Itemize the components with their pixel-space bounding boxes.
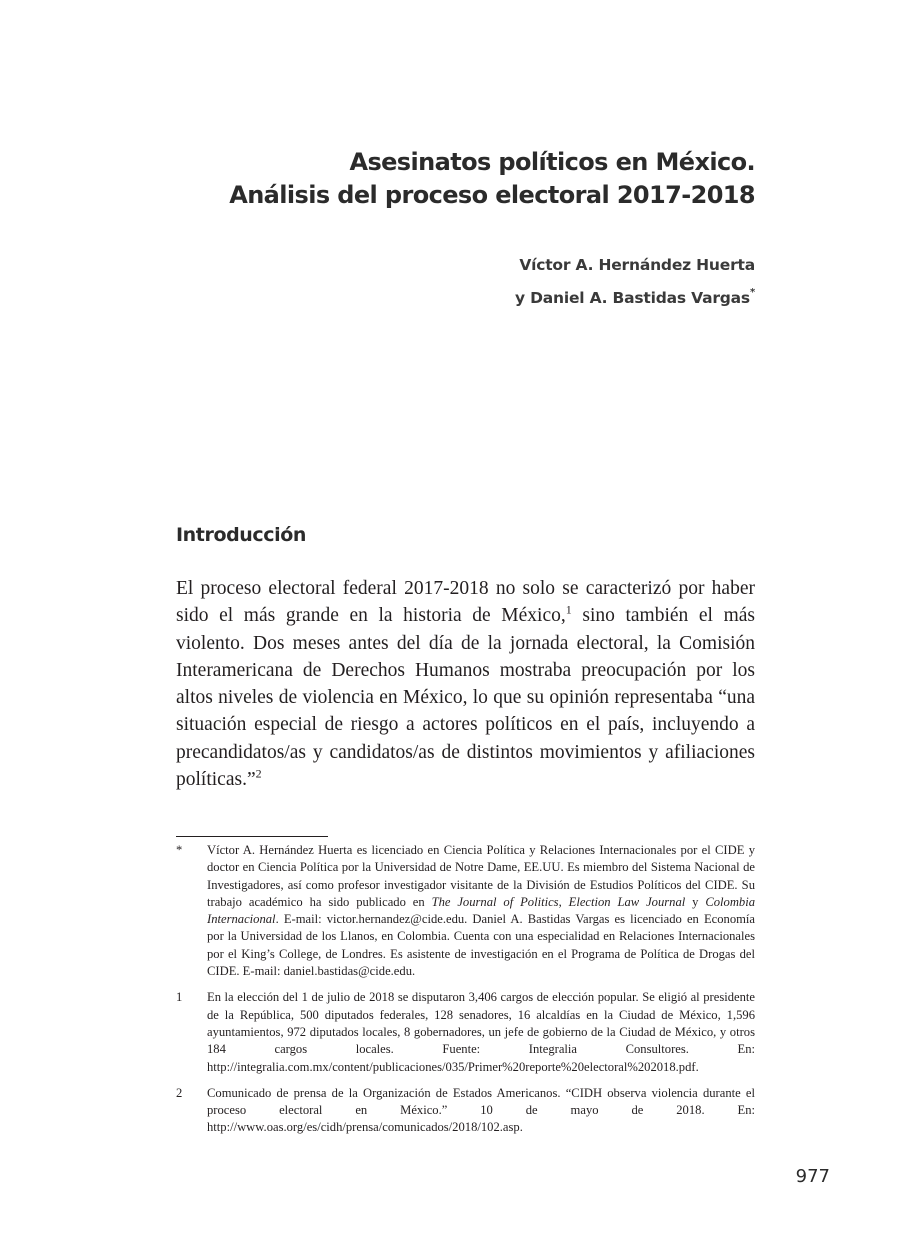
body-text-part-2: sino también el más violento. Dos meses antes del día de la jornada electoral, la Comisión Interamericana de Derechos Humanos mostraba preocupación por los altos niveles de violencia en México, lo que su opinión representaba “una situación especial de riesgo a actores políticos en el país, incluyendo a precandidatos/as y candidatos/as de distintos movimientos y afiliaciones políticas.” [176,605,755,791]
footnote-text-part-2: . E-mail: victor.hernandez@cide.edu. Daniel A. Bastidas Vargas es licenciado en Economía por la Universidad de los Llanos, en Colombia. Cuenta con una especialidad en Relaciones Internacionales por el King’s College, de Londres. Es asistente de investigación en el Programa de Política de Drogas del CIDE. E-mail: daniel.bastidas@cide.edu. [207,912,755,979]
footnote-1 [176,989,755,1075]
journal-name: Election Law Journal [568,894,686,909]
footnote-ref-1: 1 [565,602,572,617]
body-text-part-1: El proceso electoral federal 2017-2018 no solo se caracterizó por haber sido el más grande en la historia de México, [176,578,755,627]
footnote-divider [176,836,328,837]
author-line-2-text: y Daniel A. Bastidas Vargas [514,289,750,308]
footnote-mark: 2 [176,1085,183,1100]
page-number: 977 [795,1166,830,1187]
journal-name: Colombia Internacional [207,894,756,927]
title-line-2: Análisis del proceso electoral 2017-2018 [229,181,755,209]
separator: y [685,894,706,909]
footnote-ref-2: 2 [255,766,262,781]
footnote-author [176,842,755,980]
journal-name: The Journal of Politics [431,894,559,909]
footnote-text [207,842,755,980]
author-footnote-mark: * [749,287,755,298]
footnote-text-part-1: Víctor A. Hernández Huerta es licenciado en Ciencia Política y Relaciones Internacionales por el CIDE y doctor en Ciencia Política por la Universidad de Notre Dame, EE.UU. Es miembro del Sistema Nacional de Investigadores, así como profesor investigador visitante de la División de Estudios Políticos del CIDE. Su trabajo académico ha sido publicado en [207,843,755,909]
author-line-2 [515,280,755,313]
title-line-1: Asesinatos políticos en México. [349,148,755,176]
footnote-2 [176,1085,755,1137]
separator: , [558,894,569,909]
article-title [229,146,755,212]
author-line-1: Víctor A. Hernández Huerta [519,256,755,274]
footnote-text: En la elección del 1 de julio de 2018 se disputaron 3,406 cargos de elección popular. Se eligió al presidente de la República, 500 diputados federales, 128 senadores, 16 alcaldías en la Ciudad de México, 1,596 ayuntamientos, 972 diputados locales, 8 gobernadores, un jefe de gobierno de la Ciudad de México, y otros 184 cargos locales. Fuente: Integralia Consultores. En: http://integralia.com.mx/content/publicaciones/035/Primer%20reporte%20electoral%202018.pdf. [207,990,755,1074]
footnote-mark: * [176,843,183,857]
section-heading: Introducción [176,524,307,546]
footnote-text: Comunicado de prensa de la Organización de Estados Americanos. “CIDH observa violencia durante el proceso electoral en México.” 10 de mayo de 2018. En: http://www.oas.org/es/cidh/prensa/comunicados/2018/102.asp. [207,1085,755,1135]
body-paragraph [176,575,755,793]
footnotes [176,842,755,1146]
footnote-mark: 1 [176,990,183,1005]
article-authors [515,250,755,313]
